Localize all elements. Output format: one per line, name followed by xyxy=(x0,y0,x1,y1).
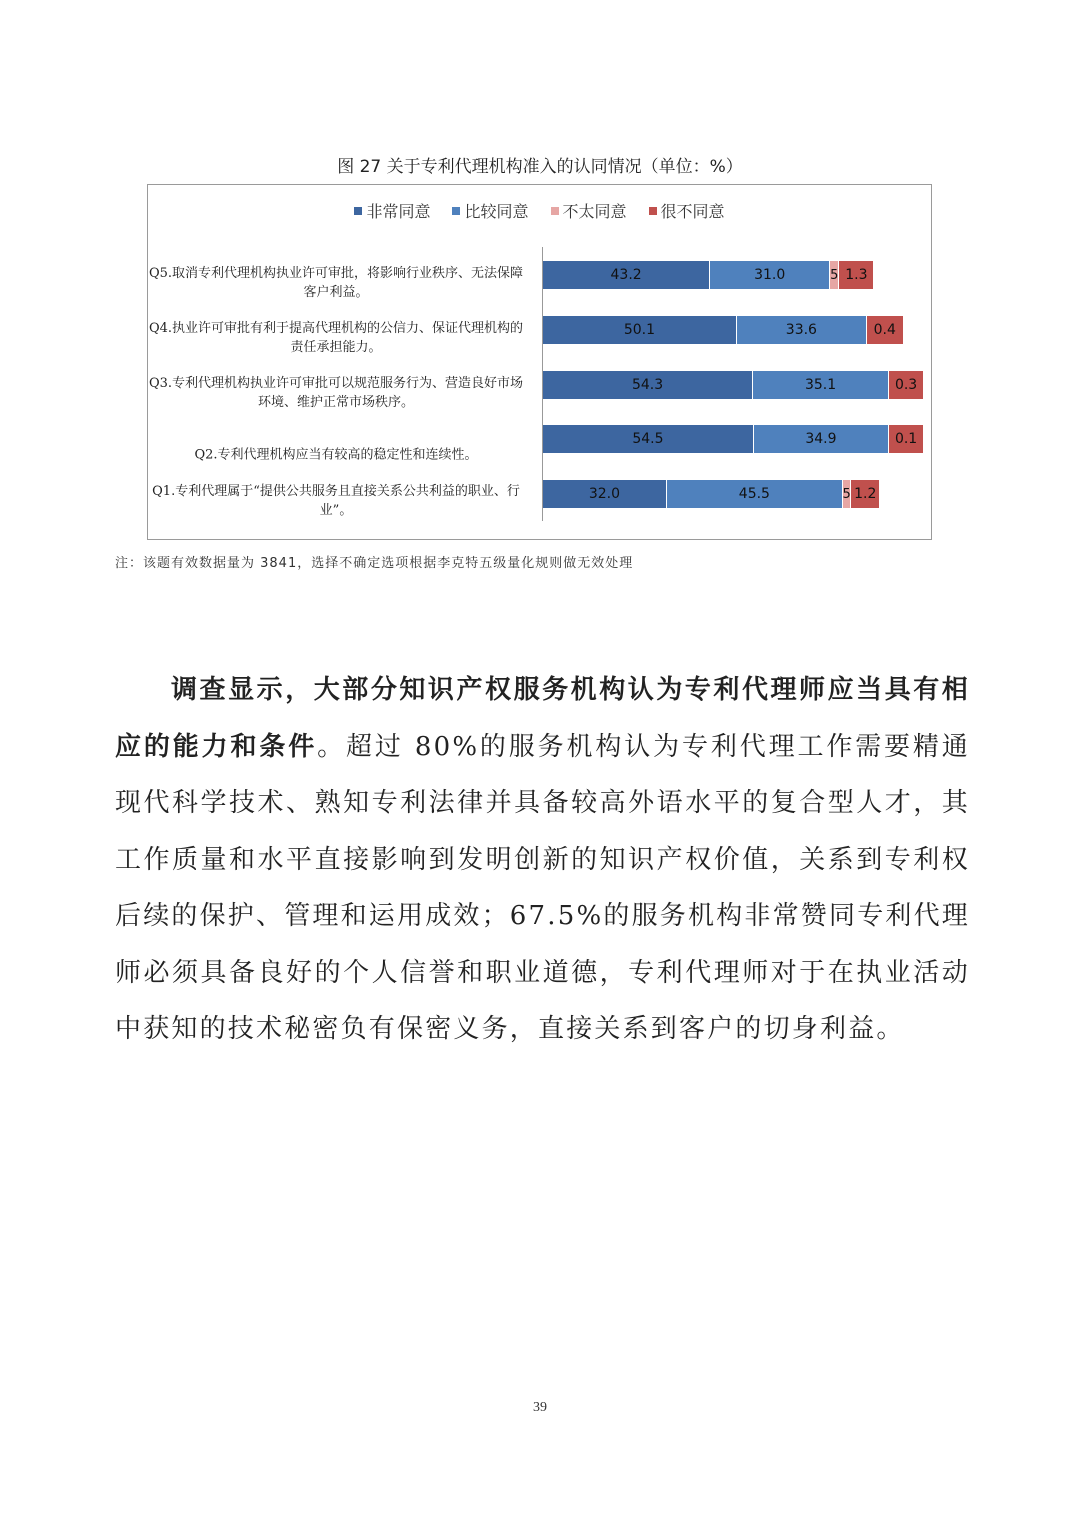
bar-value-label-0-3: 1.3 xyxy=(845,267,868,283)
legend-item-1 xyxy=(452,199,528,222)
legend-item-2 xyxy=(551,199,627,222)
legend-swatch-1 xyxy=(452,207,460,215)
body-bold-lead: 调查显示，大部分知识产权服务机构认为专利代理师应当具有相应的能力和条件 xyxy=(115,675,970,762)
legend-item-0 xyxy=(354,199,430,222)
category-label-3: Q2.专利代理机构应当有较高的稳定性和连续性。 xyxy=(194,447,478,463)
bar-0-3 xyxy=(839,261,874,289)
bar-0-2 xyxy=(830,261,839,289)
bar-4-2 xyxy=(843,480,852,508)
bar-value-label-2-3: 0.3 xyxy=(894,377,918,393)
category-label-4: Q1.专利代理属于“提供公共服务且直接关系公共利益的职业、行业”。 xyxy=(152,484,520,518)
body-paragraph xyxy=(115,662,970,1058)
bar-2-3 xyxy=(889,371,924,399)
bar-value-label-1-0: 50.1 xyxy=(623,322,656,338)
bar-4-3 xyxy=(851,480,880,508)
category-label-1: Q4.执业许可审批有利于提高代理机构的公信力、保证代理机构的责任承担能力。 xyxy=(148,321,524,355)
legend-label-3: 很不同意 xyxy=(660,202,725,221)
figure-title: 图 27 关于专利代理机构准入的认同情况（单位：%） xyxy=(337,157,743,177)
bar-value-label-4-0: 32.0 xyxy=(588,486,620,502)
bar-3-0 xyxy=(543,425,754,453)
legend-label-1: 比较同意 xyxy=(464,202,529,221)
bar-1-0 xyxy=(543,316,737,344)
bar-1-1 xyxy=(737,316,867,344)
bar-value-label-1-3: 0.4 xyxy=(873,322,896,338)
bar-4-0 xyxy=(543,480,667,508)
legend-swatch-3 xyxy=(649,207,657,215)
category-label-2: Q3.专利代理机构执业许可审批可以规范服务行为、营造良好市场环境、维护正常市场秩序。 xyxy=(148,376,524,410)
bar-value-label-1-1: 33.6 xyxy=(785,322,817,338)
bar-value-label-2-1: 35.1 xyxy=(804,377,837,393)
bar-3-1 xyxy=(754,425,889,453)
bar-value-label-0-0: 43.2 xyxy=(610,267,642,283)
legend-swatch-0 xyxy=(354,207,362,215)
bar-value-label-4-2: 5 xyxy=(842,486,851,502)
category-label-0: Q5.取消专利代理机构执业许可审批，将影响行业秩序、无法保障客户利益。 xyxy=(148,266,524,300)
legend-label-0: 非常同意 xyxy=(366,202,431,221)
bar-4-1 xyxy=(667,480,843,508)
figure-note: 注：该题有效数据量为 3841，选择不确定选项根据李克特五级量化规则做无效处理 xyxy=(115,556,634,571)
page-number: 39 xyxy=(533,1400,547,1415)
bar-value-label-4-1: 45.5 xyxy=(738,486,770,502)
legend-swatch-2 xyxy=(551,207,559,215)
bar-value-label-0-1: 31.0 xyxy=(754,267,786,283)
bar-value-label-3-1: 34.9 xyxy=(805,431,837,447)
legend-label-2: 不太同意 xyxy=(562,202,627,221)
bar-0-0 xyxy=(543,261,710,289)
bar-3-3 xyxy=(889,425,924,453)
bar-2-1 xyxy=(753,371,889,399)
bar-value-label-3-0: 54.5 xyxy=(632,431,664,447)
bar-2-0 xyxy=(543,371,753,399)
bar-value-label-3-3: 0.1 xyxy=(894,431,918,447)
bar-1-3 xyxy=(867,316,904,344)
bar-value-label-0-2: 5 xyxy=(830,267,839,283)
legend-item-3 xyxy=(649,199,725,222)
bar-value-label-4-3: 1.2 xyxy=(854,486,877,502)
bar-value-label-2-0: 54.3 xyxy=(631,377,664,393)
body-text: 。超过 80%的服务机构认为专利代理工作需要精通现代科学技术、熟知专利法律并具备较高外语水平的复合型人才，其工作质量和水平直接影响到发明创新的知识产权价值，关系到专利权后续的保护、管理和运用成效；67.5%的服务机构非常赞同专利代理师必须具备良好的个人信誉和职业道德，专利代理师对于在执业活动中获知的技术秘密负有保密义务，直接关系到客户的切身利益。 xyxy=(115,731,970,1044)
bar-0-1 xyxy=(710,261,830,289)
chart-legend xyxy=(148,199,931,222)
stacked-bar-chart xyxy=(147,184,932,540)
